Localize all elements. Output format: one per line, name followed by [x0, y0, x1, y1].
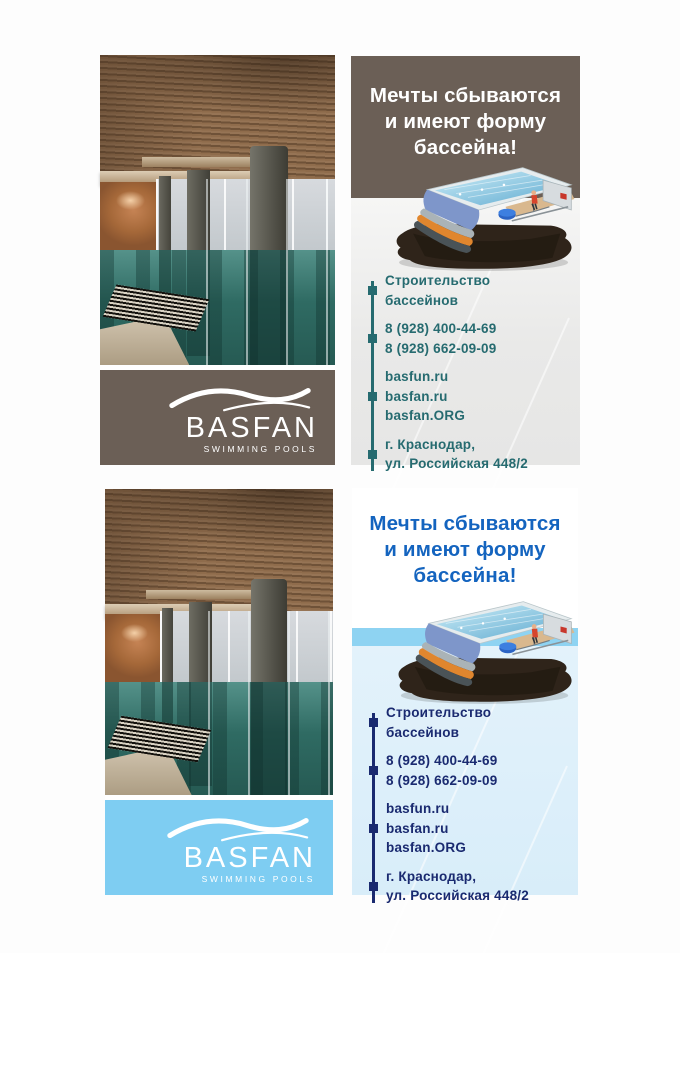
logo-wave-icon: [165, 385, 315, 413]
address-line: г. Краснодар,: [385, 436, 476, 452]
phone-number: 8 (928) 662-09-09: [385, 340, 497, 356]
website: basfan.ORG: [386, 840, 467, 855]
website: basfan.ru: [386, 820, 449, 836]
address-line: ул. Российская 448/2: [386, 888, 529, 903]
rail-marker-icon: [368, 392, 377, 401]
brand-logo: BASFAN: [185, 412, 318, 444]
photo-window-frames: [206, 179, 335, 365]
brand-tagline: SWIMMING POOLS: [203, 444, 317, 454]
website: basfun.ru: [386, 801, 450, 816]
headline-line: бассейна!: [413, 136, 518, 159]
contact-address: [369, 867, 569, 906]
headline-line: бассейна!: [413, 564, 517, 587]
contact-phones: [369, 751, 569, 790]
website: basfan.ORG: [385, 408, 466, 423]
service-label: Строительство: [386, 705, 492, 720]
rail-marker-icon: [369, 718, 378, 727]
contact-service: [368, 271, 568, 310]
contact-service: [369, 703, 569, 742]
service-label: Строительство: [385, 273, 491, 288]
contact-phones: [368, 319, 568, 358]
website: basfun.ru: [385, 369, 449, 384]
contact-block: [368, 271, 568, 483]
brand-tagline: SWIMMING POOLS: [201, 874, 315, 884]
photo-column: [159, 176, 171, 257]
address-line: г. Краснодар,: [386, 868, 477, 884]
info-card: [352, 488, 578, 903]
pool-cutaway-illustration: [390, 592, 576, 709]
photo-card: [105, 489, 333, 895]
rail-marker-icon: [369, 766, 378, 775]
photo-wall-light: [116, 191, 144, 210]
headline-line: Мечты сбываются: [369, 84, 562, 107]
photo-card: [100, 55, 335, 465]
indoor-pool-photo: [105, 489, 333, 795]
headline-text: [370, 83, 561, 161]
headline-line: и имеют форму: [384, 538, 546, 561]
photo-window-frames: [208, 611, 333, 795]
website: basfan.ru: [385, 388, 448, 404]
phone-number: 8 (928) 400-44-69: [385, 321, 497, 336]
indoor-pool-photo: [100, 55, 335, 365]
logo-footer: [105, 800, 333, 895]
rail-marker-icon: [369, 882, 378, 891]
brand-logo: BASFAN: [183, 842, 316, 874]
phone-number: 8 (928) 400-44-69: [386, 753, 498, 768]
photo-wall-light: [121, 624, 148, 642]
service-label: бассейнов: [385, 292, 459, 308]
contact-websites: [369, 799, 569, 858]
headline-line: Мечты сбываются: [369, 512, 561, 535]
contact-websites: [368, 367, 568, 426]
logo-wave-icon: [163, 815, 313, 843]
headline-text: [369, 511, 560, 589]
contact-address: [368, 435, 568, 474]
rail-marker-icon: [369, 824, 378, 833]
photo-column: [162, 608, 173, 688]
rail-marker-icon: [368, 286, 377, 295]
contact-block: [369, 703, 569, 915]
address-line: ул. Российская 448/2: [385, 456, 528, 471]
logo-footer: [100, 370, 335, 465]
pool-cutaway-illustration: [388, 158, 576, 276]
rail-marker-icon: [368, 450, 377, 459]
photo-beam: [142, 157, 264, 166]
rail-marker-icon: [368, 334, 377, 343]
headline-line: и имеют форму: [384, 110, 547, 133]
info-card: [351, 56, 580, 471]
phone-number: 8 (928) 662-09-09: [386, 772, 498, 788]
photo-beam: [146, 590, 265, 599]
service-label: бассейнов: [386, 724, 460, 740]
